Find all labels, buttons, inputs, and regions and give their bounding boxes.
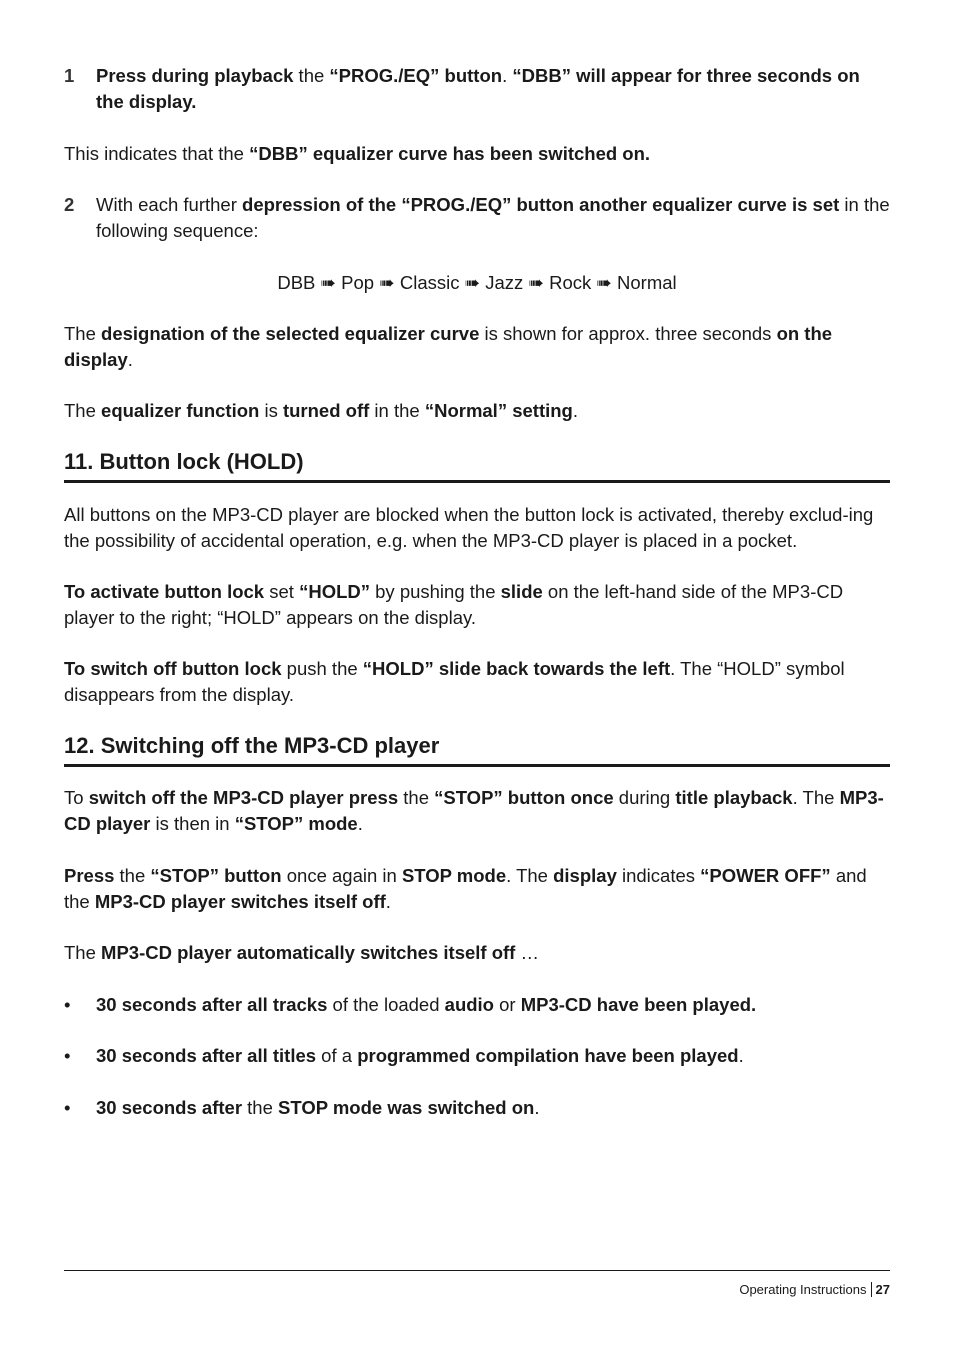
- text: or: [494, 994, 521, 1015]
- bold-text: MP3-CD have been played.: [520, 994, 757, 1015]
- bold-text: depression of the “PROG./EQ” button another equalizer curve is set: [242, 194, 840, 215]
- text: push the: [281, 658, 363, 679]
- text: The: [64, 323, 102, 344]
- text: is: [259, 400, 283, 421]
- bold-text: audio: [444, 994, 494, 1015]
- text: the: [114, 865, 151, 886]
- text: during: [613, 787, 676, 808]
- text: The: [64, 942, 102, 963]
- list-item: [64, 992, 890, 1018]
- bold-text: title playback: [675, 787, 793, 808]
- bold-text: designation of the selected equalizer curve: [101, 323, 480, 344]
- bold-text: “PROG./EQ” button: [329, 65, 503, 86]
- footer-label: Operating Instructions: [739, 1282, 867, 1297]
- bullet-icon: •: [64, 1097, 71, 1118]
- bold-text: 30 seconds after: [96, 1097, 243, 1118]
- paragraph-eq-off: [64, 398, 890, 424]
- text: .: [572, 400, 578, 421]
- heading-text: 11. Button lock (HOLD): [64, 449, 304, 474]
- text: .: [127, 349, 133, 370]
- list-item-text: [96, 992, 890, 1018]
- bold-text: switch off the MP3-CD player press: [88, 787, 399, 808]
- text: the: [293, 65, 330, 86]
- section-12-paragraph-1: [64, 785, 890, 837]
- section-11-switch-off: [64, 656, 890, 708]
- text: . The: [506, 865, 554, 886]
- text: is then in: [150, 813, 235, 834]
- section-11-activate: [64, 579, 890, 631]
- bullet-icon: •: [64, 994, 71, 1015]
- text: by pushing the: [370, 581, 501, 602]
- text: …: [515, 942, 539, 963]
- step-2: [64, 192, 890, 244]
- bold-text: 30 seconds after all titles: [96, 1045, 317, 1066]
- bold-text: “DBB” will appear for three seconds on the display.: [96, 65, 860, 112]
- text: once again in: [281, 865, 402, 886]
- bold-text: equalizer function: [101, 400, 260, 421]
- text: . The “HOLD” symbol disappears from the display.: [64, 658, 845, 705]
- text: .: [738, 1045, 744, 1066]
- text: .: [502, 65, 513, 86]
- bullet-icon: •: [64, 1045, 71, 1066]
- bold-text: turned off: [282, 400, 370, 421]
- text: This indicates that the: [64, 143, 250, 164]
- bold-text: MP3-CD player: [64, 787, 884, 834]
- bold-text: display: [553, 865, 617, 886]
- text: With each further: [96, 194, 243, 215]
- bold-text: Press during playback: [96, 65, 294, 86]
- bold-text: STOP mode was switched on: [278, 1097, 535, 1118]
- bold-text: “STOP” button: [150, 865, 282, 886]
- list-item-text: [96, 1095, 890, 1121]
- bold-text: “HOLD”: [299, 581, 370, 602]
- text: on the left-hand side of the MP3-CD player to the right; “HOLD” appears on the display.: [64, 581, 844, 628]
- equalizer-sequence: DBB ➠ Pop ➠ Classic ➠ Jazz ➠ Rock ➠ Normal: [277, 272, 677, 293]
- text: and the: [64, 865, 867, 912]
- text: To: [64, 787, 89, 808]
- text: in the following sequence:: [96, 194, 890, 241]
- list-item: [64, 1043, 890, 1069]
- section-heading-12: [64, 732, 890, 767]
- bold-text: MP3-CD player automatically switches itself off: [101, 942, 516, 963]
- paragraph-designation: [64, 321, 890, 373]
- heading-text: 12. Switching off the MP3-CD player: [64, 733, 440, 758]
- step-text: [96, 63, 890, 115]
- text: the: [242, 1097, 279, 1118]
- text: of the loaded: [327, 994, 445, 1015]
- text: of a: [316, 1045, 358, 1066]
- step-number: 1: [64, 65, 75, 86]
- document-page: [64, 0, 890, 1354]
- page-footer: [739, 1280, 890, 1300]
- page-number: 27: [875, 1282, 890, 1297]
- bold-text: “STOP” button once: [434, 787, 614, 808]
- bold-text: slide: [500, 581, 543, 602]
- bold-text: To activate button lock: [64, 581, 265, 602]
- footer-divider: [64, 1270, 890, 1271]
- bold-text: STOP mode: [401, 865, 507, 886]
- list-item: [64, 1095, 890, 1121]
- text: is shown for approx. three seconds: [479, 323, 777, 344]
- paragraph-indicates: [64, 141, 890, 167]
- bold-text: “STOP” mode: [234, 813, 358, 834]
- section-heading-11: [64, 448, 890, 483]
- text: .: [534, 1097, 540, 1118]
- list-item-text: [96, 1043, 890, 1069]
- step-number: 2: [64, 194, 75, 215]
- text: The: [64, 400, 102, 421]
- bold-text: “DBB” equalizer curve has been switched on.: [249, 143, 651, 164]
- bold-text: programmed compilation have been played: [357, 1045, 739, 1066]
- step-1: [64, 63, 890, 115]
- text: .: [385, 891, 391, 912]
- text: .: [357, 813, 363, 834]
- footer-separator: [871, 1282, 872, 1297]
- bold-text: To switch off button lock: [64, 658, 282, 679]
- bold-text: “HOLD” slide back towards the left: [362, 658, 671, 679]
- text: set: [264, 581, 300, 602]
- bold-text: Press: [64, 865, 115, 886]
- section-12-paragraph-2: [64, 863, 890, 915]
- bold-text: “Normal” setting: [424, 400, 573, 421]
- section-12-paragraph-3: [64, 940, 890, 966]
- text: in the: [369, 400, 425, 421]
- bold-text: 30 seconds after all tracks: [96, 994, 328, 1015]
- bold-text: on the display: [64, 323, 833, 370]
- text: . The: [792, 787, 840, 808]
- text: indicates: [616, 865, 701, 886]
- text: the: [398, 787, 435, 808]
- bold-text: “POWER OFF”: [700, 865, 831, 886]
- bold-text: MP3-CD player switches itself off: [94, 891, 386, 912]
- step-text: [96, 192, 890, 244]
- section-11-intro: All buttons on the MP3-CD player are blocked when the button lock is activated, thereby exclud-ing the possibility of accidental operation, e.g. when the MP3-CD player is placed in a pocket.: [64, 504, 874, 551]
